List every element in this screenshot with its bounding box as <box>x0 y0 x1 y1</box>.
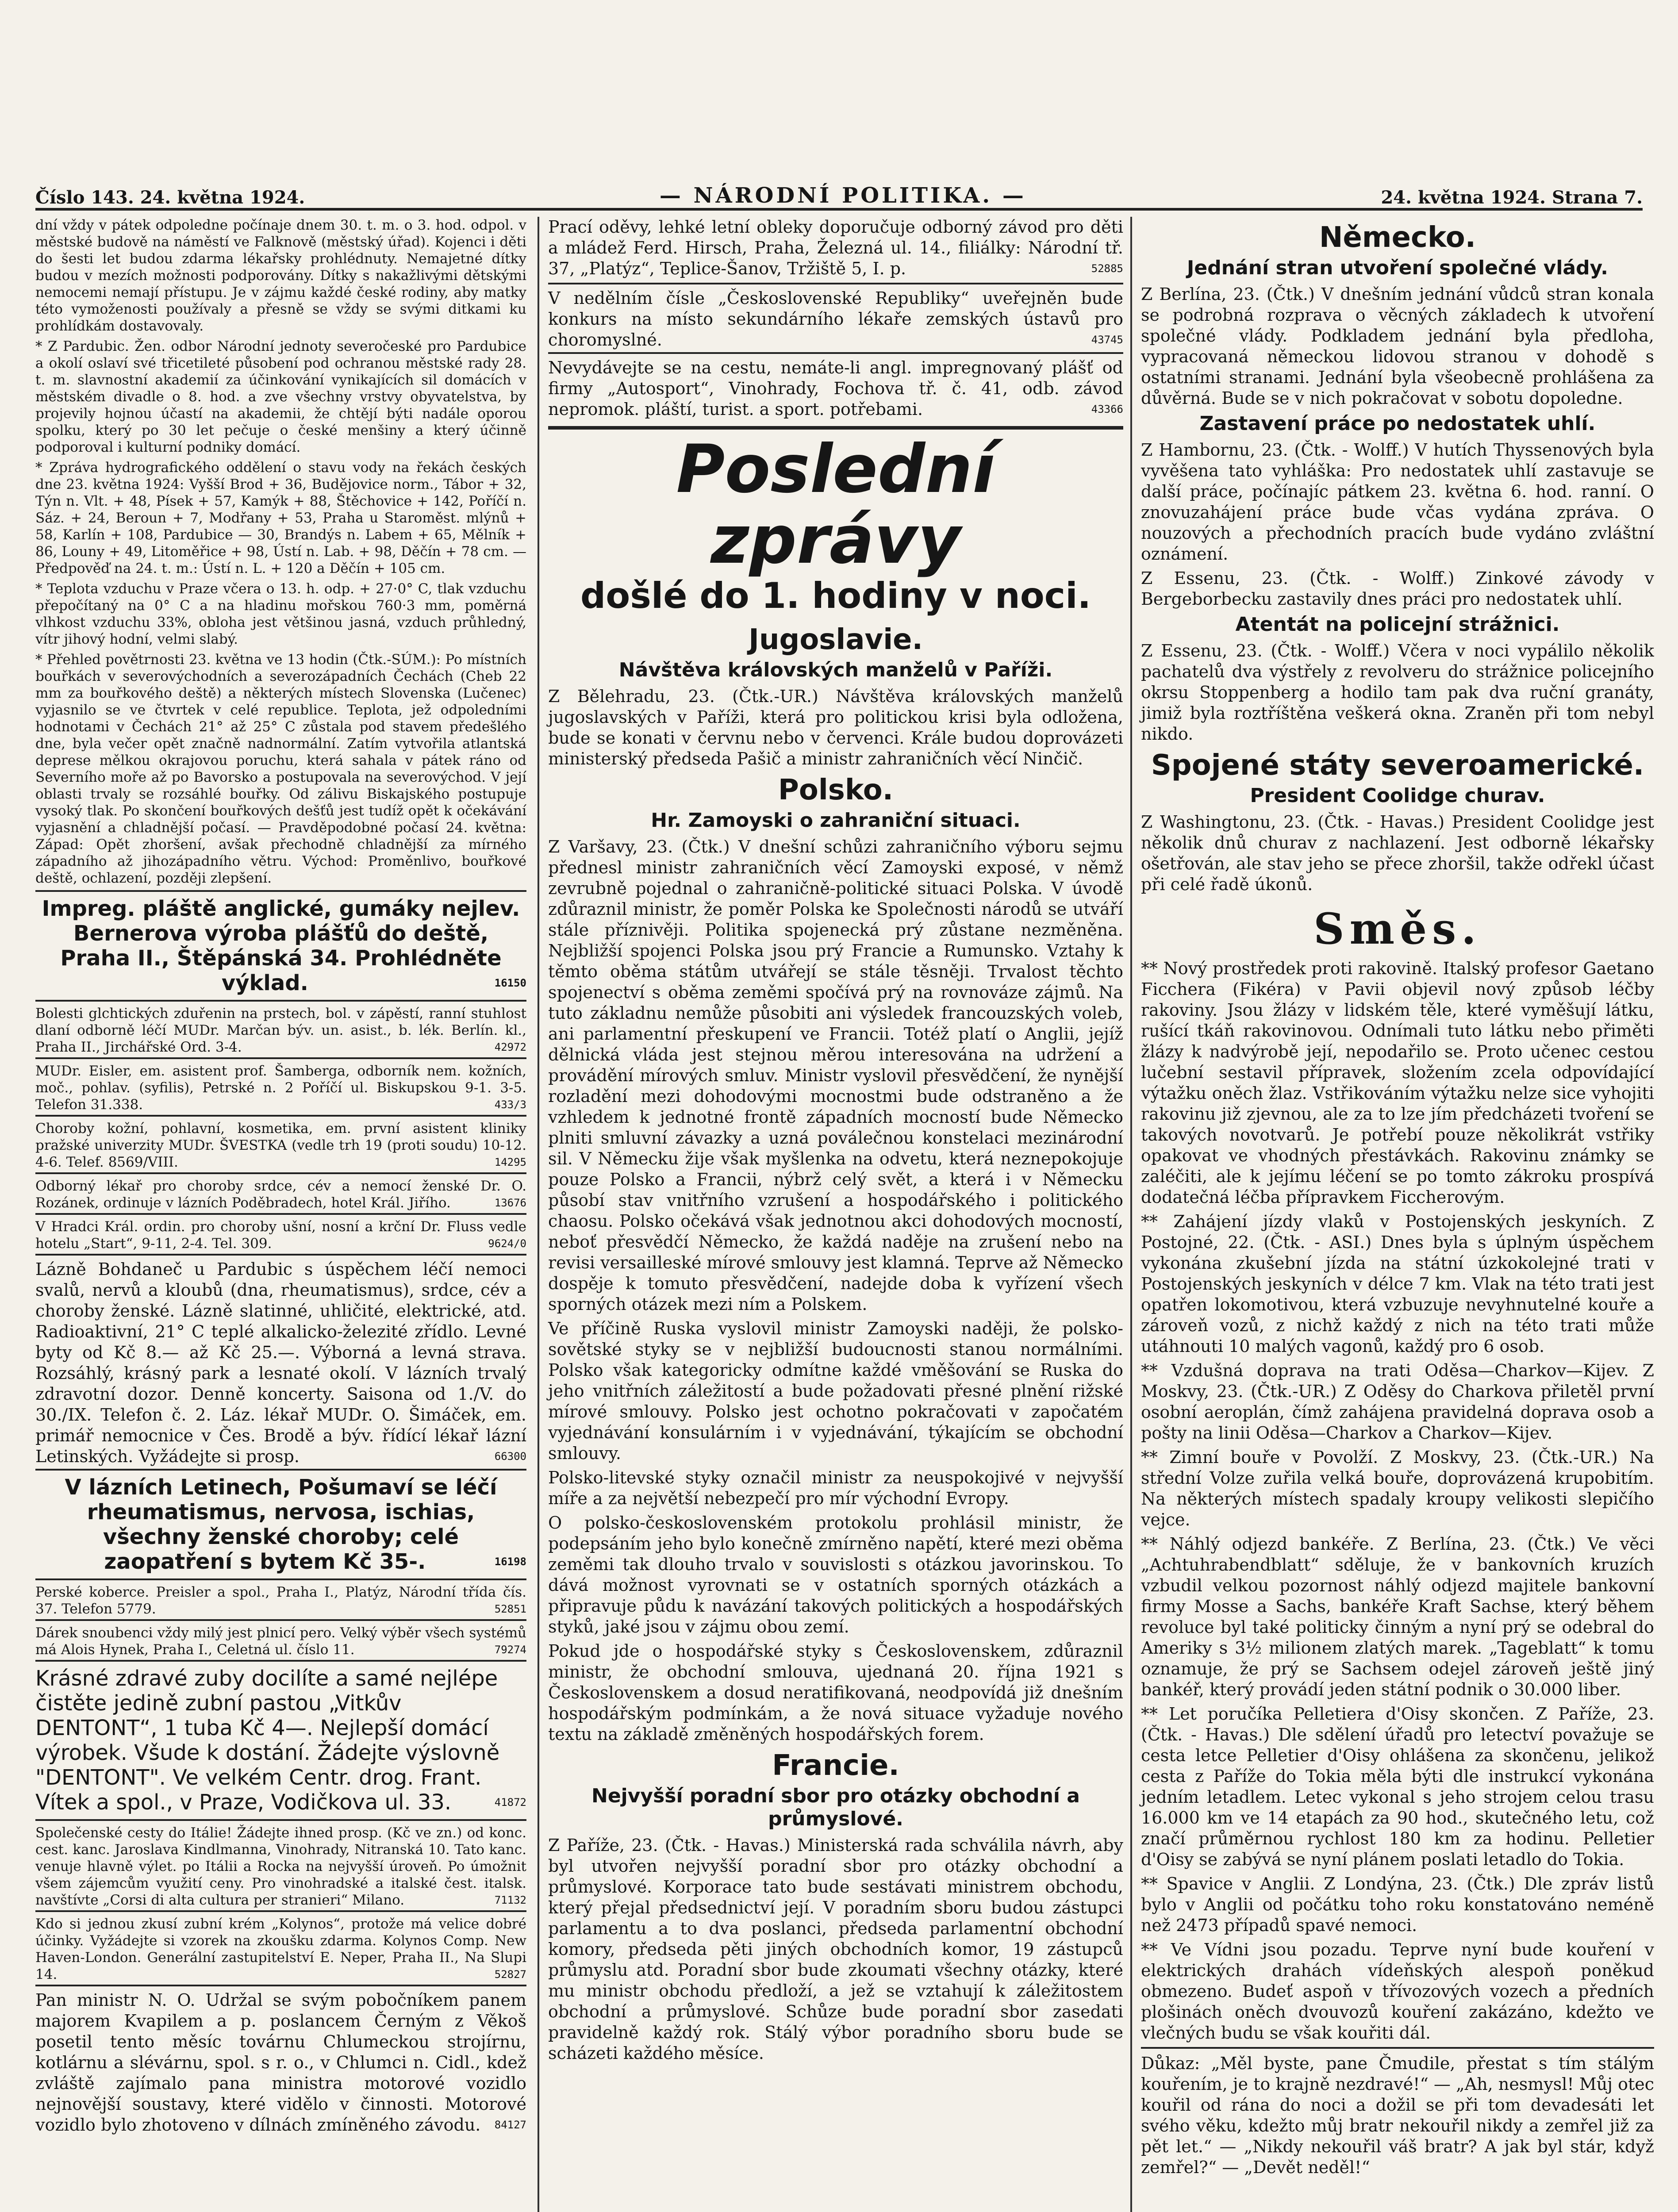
ad-autosport: Nevydávejte se na cestu, nemáte-li angl. impregnovaný plášť od firmy „Autosport“, Vinohrady, Fochova tř. č. 41, odb. závod nepromok. pláští, turist. a sport. potřebami. 43366 <box>548 352 1123 422</box>
ad-code: 41872 <box>494 1796 526 1809</box>
ad-carpets: Perské koberce. Preisler a spol., Praha I., Platýz, Národní třída čís. 37. Telefon 5779. 52851 <box>35 1578 526 1619</box>
issue-info: Číslo 143. 24. května 1924. <box>35 187 305 208</box>
column-2 <box>538 217 1123 2212</box>
latest-news-subtitle: došlé do 1. hodiny v noci. <box>580 575 1091 616</box>
latest-news-title: Poslední zprávy <box>548 426 1123 576</box>
section-france: Francie. <box>772 1749 899 1782</box>
article-water-levels: * Zpráva hydrografického oddělení o stavu vody na řekách českých dne 23. května 1924: Vyšší Brod + 36, Budějovice norm., Tábor + 32, Týn n. Vlt. + 48, Písek + 57, Kamýk + 88, Štěchovice + 142, Poříčí n. Sáz. + 24, Beroun + 7, Modřany + 53, Praha u Staroměst. mlýnů + 58, Karlín + 108, Pardubice — 30, Brandýs n. Labem + 65, Mělník + 86, Louny + 49, Litoměřice + 98, Ústí n. Lab. + 98, Děčín + 78 cm. — Předpověď na 24. t. m.: Ústí n. L. + 120 a Děčín + 105 cm. <box>35 460 526 576</box>
ad-code: 84127 <box>494 2119 526 2131</box>
ad-code: 42972 <box>494 1041 526 1053</box>
headline-zamoyski: Hr. Zamoyski o zahraniční situaci. <box>651 809 1021 832</box>
ad-code: 52851 <box>494 1603 526 1615</box>
ad-rozanek: Odborný lékař pro choroby srdce, cév a nemocí ženské Dr. O. Rozánek, ordinuje v lázních Poděbradech, hotel Král. Jiřího. 13676 <box>35 1172 526 1213</box>
article-minister-udrzal: Pan ministr N. O. Udržal se svým pobočníkem panem majorem Kvapilem a p. poslancem Černým z Věkoš posetil tento měsíc továrnu Chlumeckou strojírnu, kotlárnu a slévárnu, spol. s r. o., v Chlumci n. Cidl., kdež zvláště zajímalo pana ministra motorové vozidlo nejnovější soustavy, které vidělo v činnosti. Motorové vozidlo bylo zhotoveno v dílnách zmíněného závodu. 84127 <box>35 1985 526 2137</box>
section-germany: Německo. <box>1319 221 1476 254</box>
section-usa: Spojené státy severoamerické. <box>1151 749 1644 782</box>
article-zamoyski-lithuania: Polsko-litevské styky označil ministr za neuspokojivé v nejvyšší míře a za největší nebezpečí pro mír východní Evropy. <box>548 1468 1123 1508</box>
headline-coolidge: President Coolidge churav. <box>1250 784 1545 807</box>
ad-code: 71132 <box>494 1894 526 1906</box>
ad-fountain-pen: Dárek snoubenci vždy milý jest plnicí pero. Velký výběr všech systémů má Alois Hynek, Praha I., Celetná ul. číslo 11. 79274 <box>35 1619 526 1660</box>
article-advisory-board: Z Paříže, 23. (Čtk. - Havas.) Ministerská rada schválila návrh, aby byl utvořen nejvyšší poradní sbor pro otázky obchodní a průmyslové. Korporace tato bude sestávati ministrem obchodu, který přejal předsednictví její. V poradním sboru budou zástupci parlamentu a to dva poslanci, předseda parlamentní obchodní komory, předseda pěti jiných obchodních komor, 19 zástupců průmyslu atd. Poradní sbor bude zkoumati všechny otázky, které mu ministr obchodu předloží, a jež se vztahují k záležitostem obchodní a průmyslové. Schůze bude poradní sbor zasedati pravidelně každý rok. Stálý výbor poradního sboru bude se scházeti každého měsíce. <box>548 1836 1123 2063</box>
ad-code: 52885 <box>1091 262 1123 275</box>
ad-code: 16150 <box>494 977 526 989</box>
ad-svestka: Choroby kožní, pohlavní, kosmetika, em. první asistent kliniky pražské univerzity MUDr. ŠVESTKA (vedle trh 19 (proti soudu) 10-12. 4-6. Telef. 8569/VIII. 14295 <box>35 1115 526 1172</box>
newspaper-title: — NÁRODNÍ POLITIKA. — <box>659 183 1026 208</box>
article-zamoyski-czechoslovakia: O polsko-československém protokolu prohlásil ministr, že podepsáním jeho bylo konečně zmírněno napětí, které mezi oběma zeměmi tak dlouho trvalo v souvislosti s otázkou javorinskou. To dává možnost vyrovnati se v ostatních sporných otázkách a připravuje půdu k navázání takových politických a hospodářských styků, jaké jsou v zájmu obou zemí. <box>548 1513 1123 1636</box>
ad-code: 79274 <box>494 1644 526 1656</box>
misc-pelletier: ** Let poručíka Pelletiera d'Oisy skončen. Z Paříže, 23. (Čtk. - Havas.) Dle sdělení úřadů pro letectví považuje se cesta letce Pelletier d'Oisy ohlášena za skončenu, jelikož cesta z Paříže do Tokia měla býti dle instrukcí vykonána jedním letadlem. Letec vykonal s jeho strojem celou trasu 16.000 km ve 14 etapách za 90 hod., skutečného letu, což značí průměrnou rychlost 180 km za hodinu. Pelletier d'Oisy se zabývá se nyní plánem poslati letadlo do Tokia. <box>1141 1704 1654 1869</box>
misc-winter-storm: ** Zimní bouře v Povolží. Z Moskvy, 23. (Čtk.-UR.) Na střední Volze zuřila velká bouře, doprovázená krupobitím. Na některých místech spadaly kroupy velikosti slepičího vejce. <box>1141 1448 1654 1529</box>
misc-sleeping-sickness: ** Spavice v Anglii. Z Londýna, 23. (Čtk.) Dle zpráv listů bylo v Anglii od počátku toho roku konstatováno neméně než 2473 případů spavé nemoci. <box>1141 1874 1654 1935</box>
ad-eisler: MUDr. Eisler, em. asistent prof. Šamberga, odborník nem. kožních, moč., pohlav. (syfilis), Petrské n. 2 Poříčí ul. Biskupskou 9-1. 3-5. Telefon 31.338. 433/3 <box>35 1057 526 1115</box>
headline-advisory-board: Nejvyšší poradní sbor pro otázky obchodní a průmyslové. <box>591 1785 1080 1830</box>
column-1 <box>35 217 526 2212</box>
misc-air-transport: ** Vzdušná doprava na trati Oděsa—Charkov—Kijev. Z Moskvy, 23. (Čtk.-UR.) Z Oděsy do Charkova přiletěl první osobní aeroplán, čímž zahájena pravidelná doprava osob a pošty na linii Oděsa—Charkov a Charkov—Kijev. <box>1141 1361 1654 1443</box>
ad-code: 433/3 <box>494 1098 526 1111</box>
article-government-talks: Z Berlína, 23. (Čtk.) V dnešním jednání vůdců stran konala se podrobná rozprava o věcných základech k utvoření společné vlády. Podkladem jednání byla předloha, vypracovaná německou lidovou stranou v dohodě s ostatními stranami. Jednání byla všeobecně prohlášena za důvěrná. Bude se v nich pokračovat v sobotu dopoledne. <box>1141 284 1654 408</box>
article-paragraph: dní vždy v pátek odpoledne počínaje dnem 30. t. m. o 3. hod. odpol. v městské budově na náměstí ve Falknově (městský úřad). Kojenci i děti do šesti let budou zdarma lékařsky prohlédnuty. Nemajetné dítky budou v mezích možnosti podporovány. Dítky s nakažlivými dětskými nemocemi nemají přístupu. Je v zájmu každé české rodiny, aby matky této vymoženosti používaly a přesně se vždy se svými ditkami ku prohlídkám dostavovaly. <box>35 217 526 334</box>
ad-fluss: V Hradci Král. ordin. pro choroby ušní, nosní a krční Dr. Fluss vedle hotelu „Start“, 9-11, 2-4. Tel. 309. 9624/0 <box>35 1213 526 1254</box>
article-temperature: * Teplota vzduchu v Praze včera o 13. h. odp. + 27·0° C, tlak vzduchu přepočítaný na 0° C a na hladinu mořskou 760·3 mm, poměrná vlhkost vzduchu 33%, obloha jest většinou jasná, vzduch průhledný, vítr jihový hodní, velmi slabý. <box>35 581 526 647</box>
article-royal-visit: Z Bělehradu, 23. (Čtk.-UR.) Návštěva královských manželů jugoslavských v Paříži, která pro politickou krisi byla odložena, bude se konati v červnu nebo v červenci. Krále budou doprovázeti ministerský předseda Pašič a ministr zahraničních věcí Ninčič. <box>548 687 1123 768</box>
ad-code: 13676 <box>494 1197 526 1209</box>
ad-bohdanec-spa: Lázně Bohdaneč u Pardubic s úspěchem léčí nemoci svalů, nervů a kloubů (dna, rheumatismus), srdce, cév a choroby ženské. Lázně slatinné, uhličité, elektrické, atd. Radioaktivní, 21° C teplé alkalicko-železité zřídlo. Levné byty od Kč 8.— až Kč 25.—. Výborná a levná strava. Rozsáhlý, krásný park a lesnaté okolí. V lázních trvalý zdravotní dozor. Denně koncerty. Saisona od 1./V. do 30./IX. Telefon č. 2. Láz. lékař MUDr. O. Šimáček, em. primář nemocnice v Čes. Brodě a býv. řídící lékař lázní Letinských. Vyžádejte si prosp. 66300 <box>35 1254 526 1469</box>
ad-code: 14295 <box>494 1156 526 1168</box>
headline-royal-visit: Návštěva královských manželů v Paříži. <box>618 659 1053 681</box>
ad-gout: Bolesti glchtických zduřenin na prstech, bol. v zápěstí, ranní stuhlost dlaní odborně léčí MUDr. Marčan býv. un. asist., b. lék. Berlín. kl., Praha II., Jirchářské Ord. 3-4. 42972 <box>35 1000 526 1057</box>
article-weather: * Přehled povětrnosti 23. května ve 13 hodin (Čtk.-SÚM.): Po místních bouřkách v severovýchodních a severozápadních Čechách (Cheb 22 mm za bouřkového deště) a některých místech Slovenska (Lučenec) vyjasnilo se ve čtvrtek v celé republice. Teplota, jež odpoledními hodnotami v Čechách 21° až 25° C zůstala pod stavem předešlého dne, byla večer opět značně nadnormální. Zatím vytvořila atlantská deprese mělkou okrajovou poruchu, která sahala v pátek ráno od Severního moře až po Bavorsko a postupovala na severovýchod. V její oblasti trvaly se rozsáhlé bouřky. Od zálivu Biskajského postupuje vysoký tlak. Po skončení bouřkových dešťů jest tudíž opět k očekávání vyjasnění a chladnější počasí. — Pravděpodobné počasí 24. května: Západ: Opět zhoršení, avšak přechodně chladnější za mírného západního až jihozápadního větru. Východ: Proměnlivo, bouřkové deště, ochlazení, později zlepšení. <box>35 652 526 886</box>
misc-postojna-caves: ** Zahájení jízdy vlaků v Postojenských jeskyních. Z Postojné, 22. (Čtk. - ASI.) Dnes byla s úplným úspěchem vykonána zkušební jízda na státní úzkokolejné trati v Postojenských jeskyních v délce 7 km. Vlak na této trati jest opatřen lokomotivou, která vzbuzuje nevyhnutelné kouře a zároveň vozů, z nichž každý z nich na této trati může utáhnouti 10 malých vagonů, každý pro 6 osob. <box>1141 1212 1654 1356</box>
article-coolidge: Z Washingtonu, 23. (Čtk. - Havas.) President Coolidge jest několik dnů churav z nachlazení. Jest odborně lékařsky ošetřován, ale stav jeho se přece zhoršil, takže odřekl účast při celé řadě úkonů. <box>1141 812 1654 894</box>
article-zamoyski-russia: Ve příčině Ruska vyslovil ministr Zamoyski naději, že polsko-sovětské styky se v nejbližší budoucnosti stanou normálními. Polsko však kategoricky odmítne každé vměšování se Ruska do jeho vnitřních záležitostí a bude požadovati přesné plnění rižské mírové smlouvy. Polsko jest ochotno pokračovati v započatém vyjednávání konsulárním i v vyjednávání, týkajícím se obchodní smlouvy. <box>548 1319 1123 1463</box>
ad-letiny-spa: V lázních Letinech, Pošumaví se léčí rheumatismus, nervosa, ischias, všechny ženské choroby; celé zaopatření s bytem Kč 35-. 16198 <box>35 1469 526 1578</box>
ad-code: 52827 <box>494 1968 526 1981</box>
ad-code: 9624/0 <box>488 1237 526 1250</box>
misc-banker: ** Náhlý odjezd bankéře. Z Berlína, 23. (Čtk.) Ve věci „Achtuhrabendblatt“ sděluje, že v bankovních kruzích vzbudil velkou pozornost náhlý odjezd majitele bankovní firmy Mosse a Sachs, bankéře Kraft Sachse, který během revoluce byl také politicky činným a nyní prý se odebral do Ameriky s 3½ milionem zlatých marek. „Tageblatt“ k tomu oznamuje, že prý se Sachsem odejel zároveň ještě jiný bankéř, který provádí jeden státní podnik o 30.000 liber. <box>1141 1534 1654 1699</box>
page-info: 24. května 1924. Strana 7. <box>1381 187 1643 208</box>
headline-police-attack: Atentát na policejní strážnici. <box>1235 613 1560 636</box>
ad-code: 66300 <box>494 1450 526 1463</box>
article-police-attack: Z Essenu, 23. (Čtk. - Wolff.) Včera v noci vypálilo několik pachatelů dva výstřely z revolveru do strážnice policejního okrsu Stoppenberg a hodilo tam pak dva ruční granáty, jimiž byla roztříštěna veškerá okna. Zraněn při tom nebyl nikdo. <box>1141 641 1654 744</box>
section-poland: Polsko. <box>778 774 894 806</box>
ad-dentont: Krásné zdravé zuby docilíte a samé nejlépe čistěte jedině zubní pastou „Vitkův DENTONT“, 1 tuba Kč 4—. Nejlepší domácí výrobek. Všude k dostání. Žádejte výslovně "DENTONT". Ve velkém Centr. drog. Frant. Vítek a spol., v Praze, Vodičkova ul. 33. 41872 <box>35 1660 526 1819</box>
article-thyssen: Z Hambornu, 23. (Čtk. - Wolff.) V hutích Thyssenových byla vyvěšena tato vyhláška: Pro nedostatek uhlí zastavuje se další práce, počínajíc pátkem 23. května 6. hod. ranní. O znovuzahájení práce bude včas vydána zpráva. O nouzových a přechodních pracích bude vydáno zvláštní oznámení. <box>1141 440 1654 564</box>
article-zinc-works: Z Essenu, 23. (Čtk. - Wolff.) Zinkové závody v Bergeborbecku zastavily dnes práci pro nedostatek uhlí. <box>1141 568 1654 609</box>
ad-hirsch: Prací oděvy, lehké letní obleky doporučuje odborný závod pro děti a mládež Ferd. Hirsch, Praha, Železná ul. 14., filiálky: Národní tř. 37, „Platýz“, Teplice-Šanov, Tržiště 5, I. p. 52885 <box>548 217 1123 278</box>
article-pardubice: * Z Pardubic. Žen. odbor Národní jednoty severočeské pro Pardubice a okolí oslaví své třicetileté působení pod ochranou městské rady 28. t. m. slavnostní akademií za účinkování vynikajících sil domácích v městském divadle o 8. hod. a zve všechny vrstvy obyvatelstva, by projevily hojnou účastí na akademii, že chtějí býti nadále oporou spolku, který po 30 let pečuje o české menšiny a který účinně podporoval i kulturní podniky domácí. <box>35 338 526 455</box>
misc-vienna-smoking: ** Ve Vídni jsou pozadu. Teprve nyní bude kouření v elektrických drahách vídeňských alespoň poněkud obmezeno. Budeť aspoň v třívozových vozech a předních plošinách oněch dvouvozů kouření zakázáno, kdežto ve vlečných budu se však kouřiti dál. <box>1141 1940 1654 2043</box>
column-3 <box>1130 217 1654 2212</box>
ad-code: 43366 <box>1091 403 1123 415</box>
section-miscellany: Směs. <box>1313 904 1482 954</box>
humor-dialog: Důkaz: „Měl byste, pane Čmudile, přestat s tím stálým kouřením, je to krajně nezdravé!“ — „Ah, nesmysl! Můj otec kouřil od rána do noci a dožil se při tom devadesáti let svého věku, kdežto můj bratr nekouřil nikdy a zemřel již za pět let.“ — „Nikdy nekouřil váš bratr? A jak byl stár, když zemřel?“ — „Devět neděl!“ <box>1141 2047 1654 2178</box>
page-header <box>35 168 1643 211</box>
misc-cancer: ** Nový prostředek proti rakovině. Italský profesor Gaetano Ficchera (Fikéra) v Pavii objevil nový způsob léčby rakoviny. Jsou žlázy v lidském těle, které vyměšují látku, rušící tkáň rakovinovou. Odnímali tuto látku nebo přiměti žlázy k nadvýrobě její, nepodařilo se. Proto učenec cestou lučební sestavil přípravek, složením zcela odpovídající výtažku oněch žlaz. Vstřikováním výtažku nelze sice vyhojiti rakovinu již zjevnou, ale za to lze jím předcházeti tvoření se takových novotvarů. Je potřebí pouze několikrát vstřiky opakovat ve vhodných přestávkách. Rakovinu známky se zaléčiti, ale k jejímu léčení se po tomto zákroku prospívá dodatečná léčba přípravkem Ficcherovým. <box>1141 959 1654 1207</box>
ad-kolynos: Kdo si jednou zkusí zubní krém „Kolynos“, protože má velice dobré účinky. Vyžádejte si vzorek na zkoušku zdarma. Kolynos Comp. New Haven-London. Generální zastupitelství E. Neper, Praha II., Na Slupi 14. 52827 <box>35 1910 526 1985</box>
ad-republika: V nedělním čísle „Československé Republiky“ uveřejněn bude konkurs na místo sekundárního lékaře zemských ústavů pro choromyslné. 43745 <box>548 283 1123 352</box>
article-zamoyski-trade: Pokud jde o hospodářské styky s Československem, zdůraznil ministr, že obchodní smlouva, ujednaná 20. října 1921 s Československem a dosud neratifikovaná, neodpovídá již dnešním hospodářským podmínkám, a že nová situace vyžaduje nového textu na základě změněných hospodářských forem. <box>548 1641 1123 1744</box>
article-zamoyski: Z Varšavy, 23. (Čtk.) V dnešní schůzi zahraničního výboru sejmu přednesl ministr zahraničních věcí Zamoyski exposé, v němž zevrubně pojednal o zahraničně-politické situaci Polska. V úvodě zdůraznil ministr, že poměr Polska ke Společnosti národů se utváří stále příznivěji. Politika spojenecká prý zůstane nezměněna. Nejbližší spojenci Polska jsou prý Francie a Rumunsko. Vztahy k těmto oběma státům utvářejí se stále těsněji. Trvalost těchto spojenectví s oběma zeměmi spočívá prý na rovnováze zájmů. Na tuto základnu nemůže působiti ani výsledek francouzských voleb, ani parlamentní přeskupení ve Francii. Totéž platí o Anglii, jejíž dělnická vláda jest stejnou měrou interesována na udržení a provádění mírových smluv. Ministr vyslovil přesvědčení, že nynější rozladění mezi dohodovými mocnostmi bude odstraněno a že vzhledem k jednotné frontě západních mocností bude Německo plniti smluvní závazky a uzná poválečnou konstelaci mezinárodní sil. V Německu žije však myšlenka na odvetu, která neznepokojuje pouze Polsko a Francii, nýbrž celý svět, a která i v Německu působí stav vnitřního vzrušení a hospodářského i politického chaosu. Polsko očekává však jednotnou akci dohodových mocností, neboť přesvědčí Německo, že každá naděje na zrušení nebo na revisi versailleské mírové smlouvy jest klamná. Teprve až Německo dospěje k tomuto přesvědčení, nadejde doba k vyřízení všech sporných otázek mezi ním a Polskem. <box>548 837 1123 1314</box>
headline-government-talks: Jednání stran utvoření společné vlády. <box>1187 257 1608 279</box>
ad-italy-trips: Společenské cesty do Itálie! Žádejte ihned prosp. (Kč ve zn.) od konc. cest. kanc. Jaroslava Kindlmanna, Vinohrady, Nitranská 10. Tato kanc. venuje hlavně výlet. po Itálii a Rocka na nejvyšší úroveň. Po úmožnit všem zájemcům využití ceny. Pro vinohradské a italské čest. italsk. navštívte „Corsi di alta cultura per stranieri“ Milano. 71132 <box>35 1819 526 1910</box>
ad-code: 43745 <box>1091 334 1123 346</box>
ad-code: 16198 <box>494 1555 526 1568</box>
ad-raincoats: Impreg. pláště anglické, gumáky nejlev. Bernerova výroba plášťů do deště, Praha II., Štěpánská 34. Prohlédněte výklad. 16150 <box>35 890 526 1000</box>
section-yugoslavia: Jugoslavie. <box>749 623 923 656</box>
headline-coal-shortage: Zastavení práce po nedostatek uhlí. <box>1199 412 1596 435</box>
